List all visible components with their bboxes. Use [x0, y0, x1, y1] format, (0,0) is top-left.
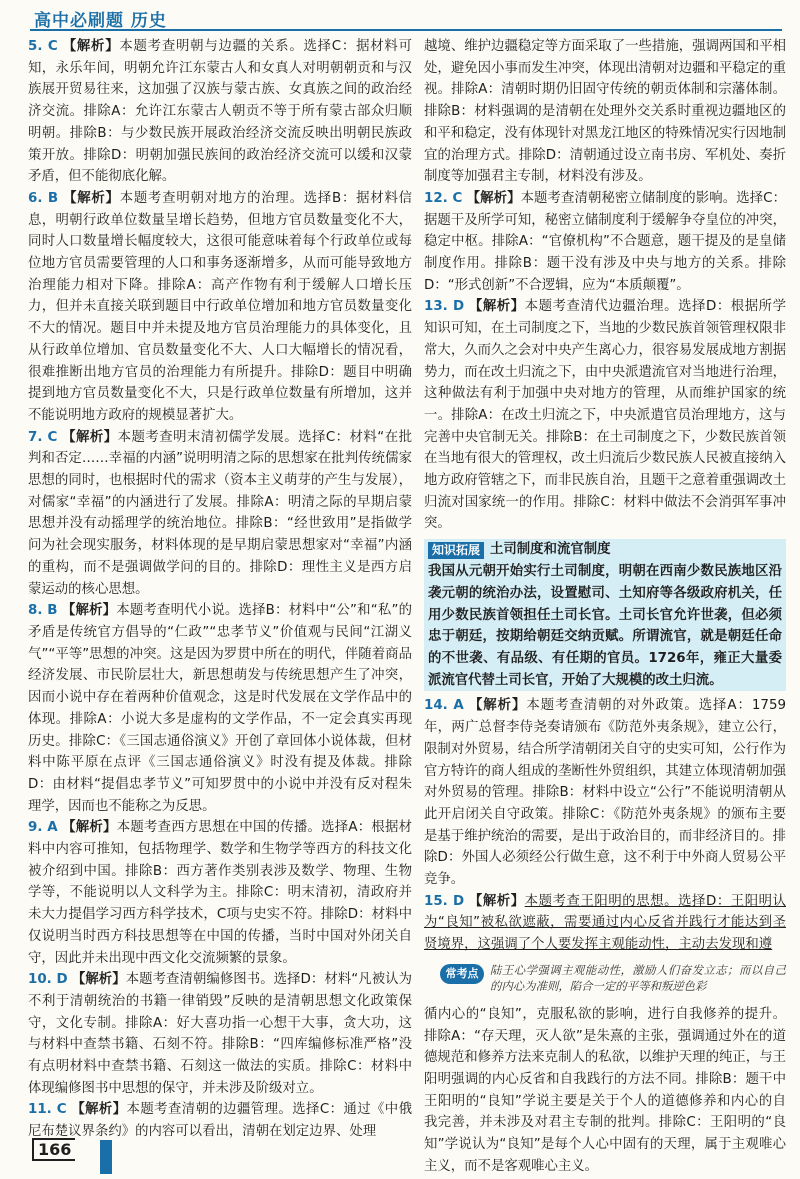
answer-5: 5. C 【解析】本题考查明朝与边疆的关系。选择C：据材料可知，永乐年间，明朝允许江东蒙古人和女真人对明朝朝贡和与汉族展开贸易往来，这加强了汉族与蒙古族、女真族之间的政治经济交流。排除A：允许江东蒙古人朝贡不等于所有蒙古部众归顺明朝。排除B：与少数民族开展政治经济交流反映出明朝民族政策开放。排除D：明朝加强民族间的政治经济交流可以缓和汉蒙矛盾，但不能彻底化解。: [28, 39, 412, 185]
keypoint-text: 陆王心学强调主观能动性，激励人们奋发立志；而以自己的内心为准则，陷合一定的平等和叛逆色彩: [490, 962, 786, 993]
keypoint-box: [432, 958, 786, 1002]
answer-7: 7. C 【解析】本题考查明末清初儒学发展。选择C：材料“在批判和否定……幸福的内涵”说明明清之际的思想家在批判传统儒家思想的同时，也根据时代的需求（资本主义萌芽的产生与发展），对儒家“幸福”的内涵进行了发展。排除A：明清之际的早期启蒙思想并没有动摇理学的统治地位。排除B：“经世致用”是指做学问为社会现实服务，材料体现的是早期启蒙思想家对“幸福”内涵的重构，而不是强调做学问的目的。排除D：理性主义是西方启蒙运动的核心思想。: [28, 429, 412, 597]
keypoint-badge: 常考点: [440, 964, 484, 984]
answer-14: 14. A 【解析】本题考查清朝的对外政策。选择A：1759年，两广总督李侍尧奏请颁布《防范外夷条规》，建立公行，限制对外贸易，结合所学清朝闭关自守的史实可知，公行作为官方特许的商人组成的垄断性外贸组织，其建立体现清朝加强对外贸易的管理。排除B：材料中设立“公行”不能说明清朝从此开启闭关自守政策。排除C：《防范外夷条规》的颁布主要是基于维护统治的需要，是出于政治目的，而非经济目的。排除D：外国人必须经公行做生意，这不利于中外商人贸易公平竞争。: [424, 698, 786, 888]
knowledge-body: 我国从元朝开始实行土司制度，明朝在西南少数民族地区沿袭元朝的统治办法，设置慰司、土知府等各级政府机关，任用少数民族首领担任土司长官。土司长官允许世袭，但必须忠于朝廷，按期给朝廷交纳贡赋。所谓流官，就是朝廷任命的不世袭、有品级、有任期的官员。1726年，雍正大量委派流官代替土司长官，开始了大规模的改土归流。: [428, 564, 782, 688]
answer-11: 11. C 【解析】本题考查清朝的边疆管理。选择C：通过《中俄尼布楚议界条约》的内容可以看出，清朝在划定边界、处理: [28, 1102, 413, 1140]
answer-15: 15. D 【解析】本题考查王阳明的思想。选择D：王阳明认为“良知”被私欲遮蔽，需要通过内心反省并践行才能达到圣贤境界，这强调了个人要发挥主观能动性，主动去发现和遵: [424, 893, 787, 953]
knowledge-badge: 知识拓展: [428, 542, 484, 559]
left-column: [28, 36, 412, 1143]
header-rule: [30, 29, 782, 31]
page-number: 166: [32, 1138, 75, 1161]
answer-15-continued: 循内心的“良知”，克服私欲的影响，进行自我修养的提升。排除A：“存天理，灭人欲”是朱熹的主张，强调通过外在的道德规范和修养方法来克制人的私欲，以维护天理的纯正，与王阳明强调的内心反省和自我践行的方法不同。排除B：题干中王阳明的“良知”学说主要是关于个人的道德修养和内心的自我完善，并未涉及对君主专制的批判。排除C：王阳明的“良知”学说认为“良知”是每个人心中固有的天理，属于主观唯心主义，而不是客观唯心主义。: [424, 1006, 786, 1174]
answer-9: 9. A 【解析】本题考查西方思想在中国的传播。选择A：根据材料中内容可推知，包括物理学、数学和生物学等西方的科技文化被介绍到中国。排除B：西方著作类别表涉及数学、物理、生物学等，不能说明以人文科学为主。排除C：明末清初，清政府并未大力提倡学习西方科学技术，C项与史实不符。排除D：材料中仅说明当时西方科技思想等在中国的传播，当时中国对外闭关自守，因此并未出现中西文化交流频繁的景象。: [28, 820, 412, 966]
header-title: 高中必刷题 历史: [34, 11, 167, 31]
knowledge-title-row: [428, 539, 782, 561]
answer-12: 12. C 【解析】本题考查清朝秘密立储制度的影响。选择C：据题干及所学可知，秘密立储制度利于缓解争夺皇位的冲突，稳定中枢。排除A：“官僚机构”不合题意，题干提及的是皇储制度作用。排除B：题干没有涉及中央与地方的关系。排除D：“形式创新”不合逻辑，应为“本质颠覆”。: [424, 190, 786, 293]
answer-13: 13. D 【解析】本题考查清代边疆治理。选择D：根据所学知识可知，在土司制度之下，当地的少数民族首领管理权限非常大，久而久之会对中央产生离心力，很容易发展成地方割据势力，而在改土归流之下，由中央派遣流官对当地进行治理，这种做法有利于加强中央对地方的管理，从而维护国家的统一。排除A：在改土归流之下，中央派遣官员治理地方，这与完善中央官制无关。排除B：在土司制度之下，少数民族首领在当地有很大的管理权，改土归流后少数民族人民被直接纳入地方政府管辖之下，而非民族自治，且题干之意着重强调改土归流对国家统一的作用。排除C：材料中做法不会消弭军事冲突。: [424, 299, 787, 532]
knowledge-title: 土司制度和流官制度: [490, 542, 611, 558]
page-header: [0, 0, 800, 32]
knowledge-expansion-box: [424, 539, 786, 691]
answer-8: 8. B 【解析】本题考查明代小说。选择B：材料中“公”和“私”的矛盾是传统官方倡导的“仁政”“忠孝节义”价值观与民间“江湖义气”“平等”思想的冲突。这是因为罗贯中所在的明代，伴随着商品经济发展、市民阶层壮大，新思想萌发与传统思想产生了冲突，因而小说中存在着两种价值观念，这是时代发展在文学作品中的体现。排除A：小说大多是虚构的文学作品，不一定会真实再现历史。排除C：《三国志通俗演义》开创了章回体小说体裁，但材料中陈平原在点评《三国志通俗演义》时没有提及体裁。排除D：由材料“提倡忠孝节义”可知罗贯中的小说中并没有反对程朱理学，因而也不能称之为反思。: [28, 603, 412, 814]
right-column: [424, 36, 786, 1177]
answer-10: 10. D 【解析】本题考查清朝编修图书。选择D：材料“凡被认为不利于清朝统治的书籍一律销毁”反映的是清朝思想文化政策保守，文化专制。排除A：好大喜功指一心想干大事，贪大功，这与材料中查禁书籍、石刻不符。排除B：“四库编修标准严格”没有点明材料中查禁书籍、石刻这一做法的实质。排除C：材料中体现编修图书中思想的保守，并未涉及阶级对立。: [28, 972, 413, 1096]
answer-11-continued: 越境、维护边疆稳定等方面采取了一些措施，强调两国和平相处，避免因小事而发生冲突，体现出清朝对边疆和平稳定的重视。排除A：清朝时期仍旧固守传统的朝贡体制和宗藩体制。排除B：材料强调的是清朝在处理外交关系时重视边疆地区的和平和稳定，没有体现针对黑龙江地区的特殊情况实行因地制宜的治理方式。排除D：清朝通过设立南书房、军机处、奏折制度等加强君主专制，材料没有涉及。: [424, 39, 786, 185]
page-number-bar: [100, 1140, 112, 1174]
answer-6: 6. B 【解析】本题考查明朝对地方的治理。选择B：据材料信息，明朝行政单位数量呈增长趋势，但地方官员数量变化不大，同时人口数量增长幅度较大，这很可能意味着每个行政单位或每位地方官员需要管理的人口和事务逐渐增多，从而可能导致地方治理能力相对下降。排除A：高产作物有利于缓解人口增长压力，但并未直接关联到题目中行政单位增加和地方官员数量变化不大的情况。题目中并未提及地方官员治理能力的具体变化，且从行政单位增加、官员数量变化不大、人口大幅增长的情况看，很难推断出地方官员的治理能力有所提升。排除D：题目中明确提到地方官员数量变化不大，只是行政单位数量有所增加，这并不能说明地方政府的规模显著扩大。: [28, 190, 413, 423]
